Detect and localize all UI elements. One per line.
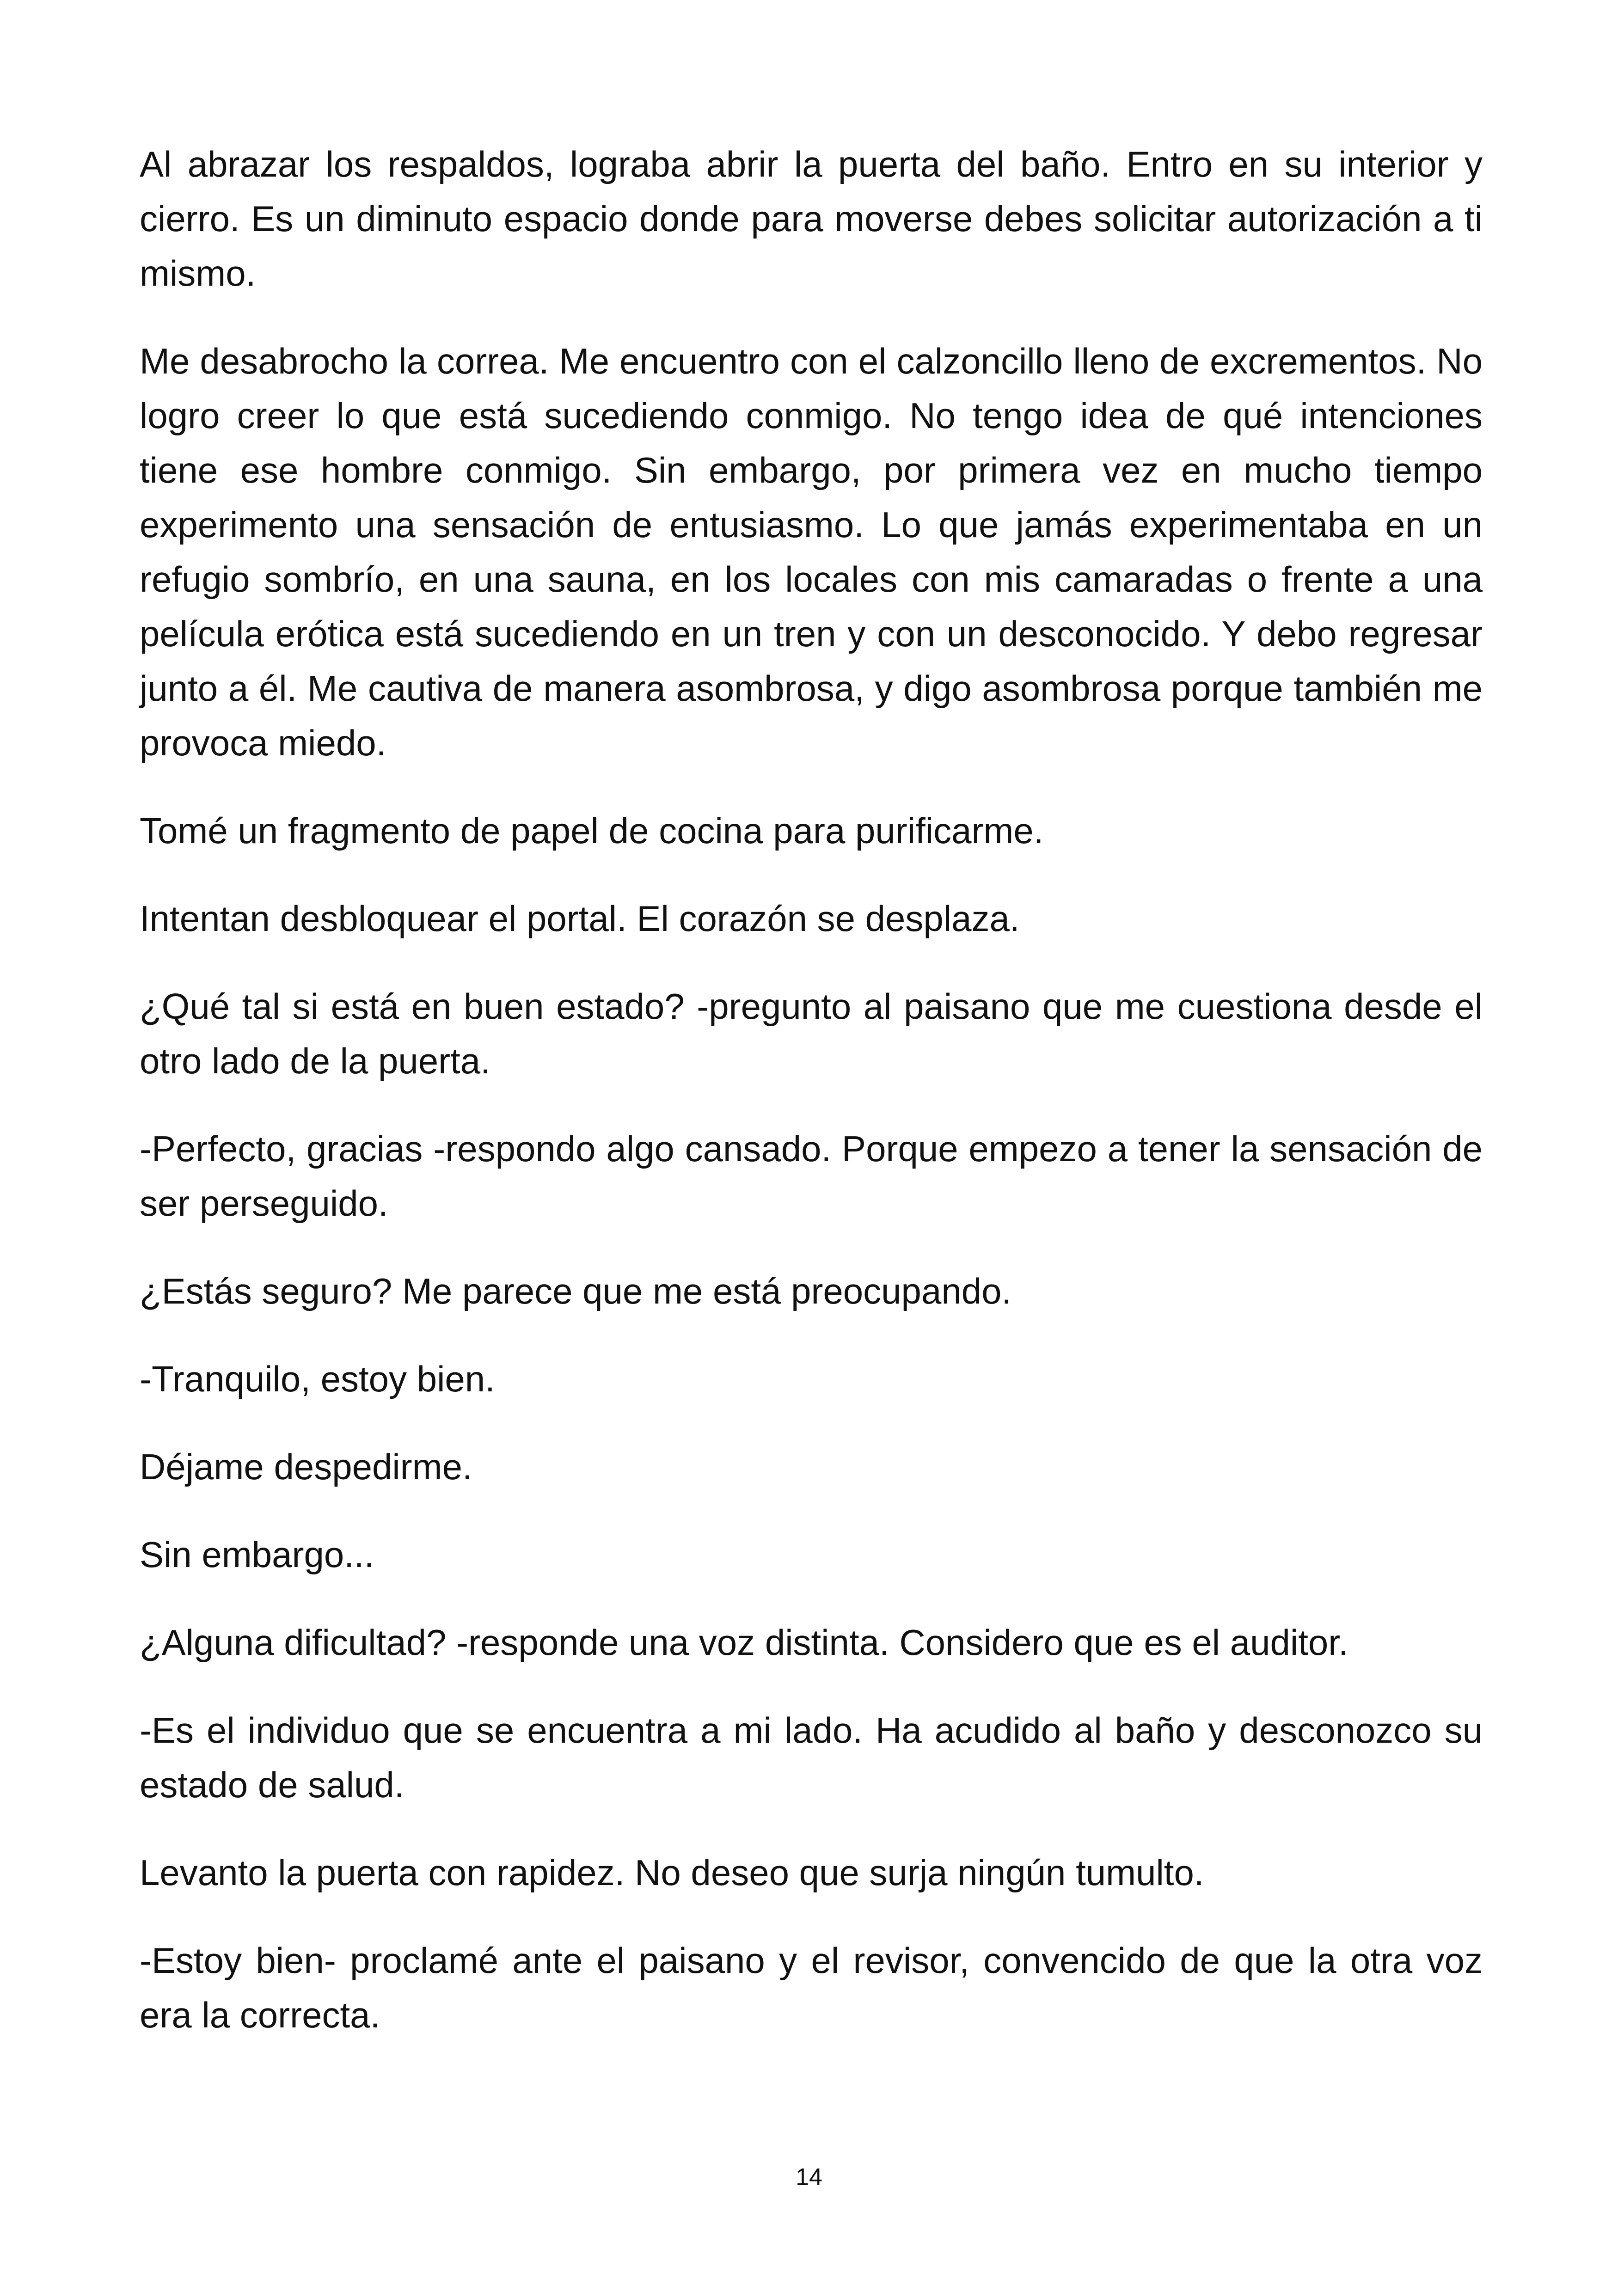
paragraph: ¿Estás seguro? Me parece que me está preocupando. xyxy=(140,1271,1012,1311)
paragraph: Déjame despedirme. xyxy=(140,1446,472,1487)
paragraph: Me desabrocho la correa. Me encuentro con el calzoncillo lleno de excrementos. No logro creer lo que está sucediendo conmigo. No tengo idea de qué intenciones tiene ese hombre conmigo. Sin embargo, por primera vez en mucho tiempo experimento una sensación de entusiasmo. Lo que jamás experimentaba en un refugio sombrío, en una sauna, en los locales con mis camaradas o frente a una película erótica está sucediendo en un tren y con un desconocido. Y debo regresar junto a él. Me cautiva de manera asombrosa, y digo asombrosa porque también me provoca miedo. xyxy=(140,341,1483,763)
paragraph: -Estoy bien- proclamé ante el paisano y el revisor, convencido de que la otra voz era la correcta. xyxy=(140,1940,1483,2035)
page-number: 14 xyxy=(796,2164,822,2191)
paragraph: -Tranquilo, estoy bien. xyxy=(140,1359,495,1399)
paragraph: Sin embargo... xyxy=(140,1534,374,1575)
paragraph: Levanto la puerta con rapidez. No deseo que surja ningún tumulto. xyxy=(140,1852,1204,1893)
body-text xyxy=(140,137,1483,2076)
paragraph: Intentan desbloquear el portal. El corazón se desplaza. xyxy=(140,898,1020,939)
paragraph: -Perfecto, gracias -respondo algo cansado. Porque empezo a tener la sensación de ser perseguido. xyxy=(140,1128,1483,1224)
paragraph: ¿Alguna dificultad? -responde una voz distinta. Considero que es el auditor. xyxy=(140,1622,1348,1663)
paragraph: Tomé un fragmento de papel de cocina para purificarme. xyxy=(140,810,1044,851)
paragraph: Al abrazar los respaldos, lograba abrir la puerta del baño. Entro en su interior y cierro. Es un diminuto espacio donde para moverse debes solicitar autorización a ti mismo. xyxy=(140,144,1483,294)
paragraph: ¿Qué tal si está en buen estado? -pregunto al paisano que me cuestiona desde el otro lado de la puerta. xyxy=(140,986,1483,1081)
paragraph: -Es el individuo que se encuentra a mi lado. Ha acudido al baño y desconozco su estado de salud. xyxy=(140,1710,1483,1805)
